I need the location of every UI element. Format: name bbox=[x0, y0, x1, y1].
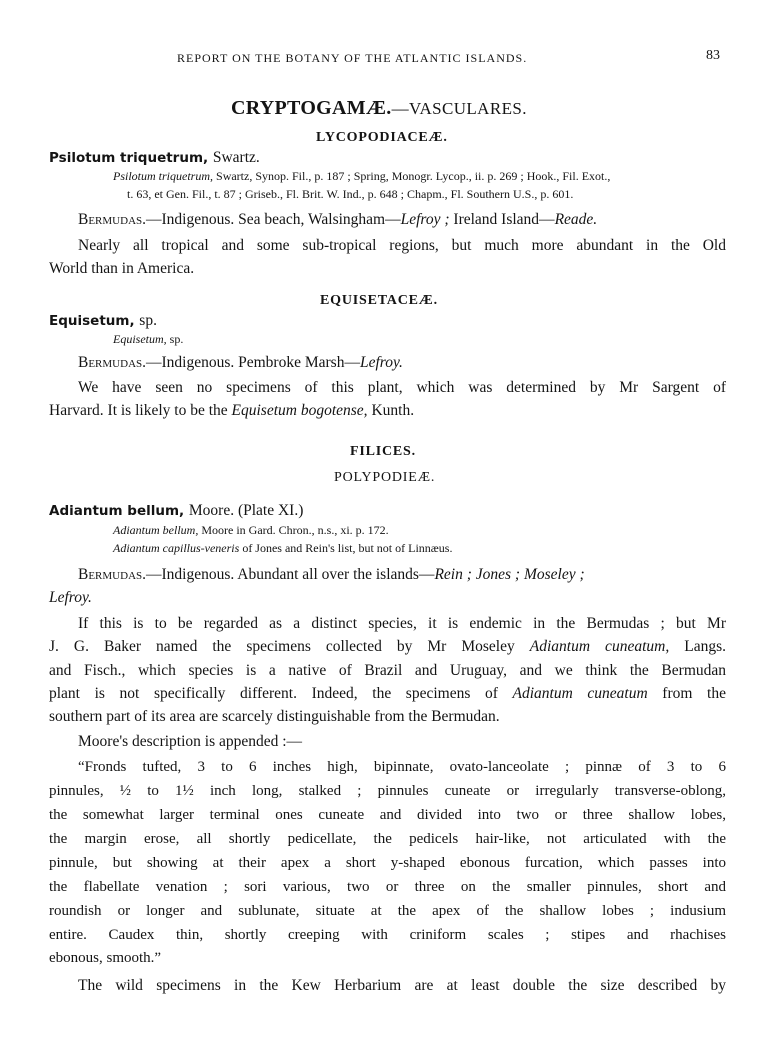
page-number: 83 bbox=[706, 48, 720, 63]
species-heading-equisetum bbox=[49, 309, 157, 333]
synonym-citation: Swartz, Synop. Fil., p. 187 ; Spring, Monogr. Lycop., ii. p. 269 ; Hook., Fil. Exot., bbox=[213, 169, 611, 183]
species-reference: Adiantum cuneatum bbox=[512, 685, 648, 702]
quotation-line: ebonous, smooth.” bbox=[49, 950, 162, 966]
paragraph-line bbox=[49, 399, 414, 423]
text-run: from the bbox=[647, 685, 726, 702]
species-name: Equisetum, bbox=[49, 313, 135, 329]
collector-name: Lefroy ; bbox=[400, 211, 450, 228]
synonymy-line bbox=[113, 540, 452, 557]
section-title bbox=[231, 96, 527, 121]
locality-label: Bermudas. bbox=[78, 211, 146, 228]
species-reference: Adiantum cuneatum, bbox=[529, 638, 670, 655]
species-reference: Equisetum bogotense, bbox=[231, 402, 368, 419]
quotation-line: entire. Caudex thin, shortly creeping with criniform scales ; stipes and rhachises bbox=[49, 927, 726, 943]
species-author: Moore. (Plate XI.) bbox=[188, 502, 304, 519]
species-author: sp. bbox=[139, 312, 157, 329]
synonymy-line bbox=[113, 522, 389, 539]
synonym-citation: Moore in Gard. Chron., n.s., xi. p. 172. bbox=[198, 523, 389, 537]
text-run: J. G. Baker named the specimens collected by Mr Moseley bbox=[49, 638, 530, 655]
section-title-main: CRYPTOGAMÆ. bbox=[231, 97, 392, 119]
paragraph-line bbox=[49, 682, 726, 706]
quotation-line: the flabellate venation ; sori various, two or three on the smaller pinnules, short and bbox=[49, 879, 726, 895]
text-run: plant is not specifically different. Indeed, the specimens of bbox=[49, 685, 513, 702]
quotation-line: roundish or longer and sublunate, situate at the apex of the shallow lobes ; indusium bbox=[49, 903, 726, 919]
paragraph-line: The wild specimens in the Kew Herbarium are at least double the size described by bbox=[78, 977, 726, 994]
section-title-sub: —VASCULARES. bbox=[391, 99, 527, 118]
synonym-name: Equisetum, bbox=[113, 332, 167, 346]
synonymy-line: t. 63, et Gen. Fil., t. 87 ; Griseb., Fl. Brit. W. Ind., p. 648 ; Chapm., Fl. Southern U.S., p. 601. bbox=[127, 187, 574, 201]
paragraph-line: and Fisch., which species is a native of Brazil and Uruguay, and we think the Bermudan bbox=[49, 662, 726, 679]
family-heading-equisetaceae: EQUISETACEÆ. bbox=[320, 293, 438, 308]
species-author: Swartz. bbox=[212, 149, 260, 166]
quotation-line: “Fronds tufted, 3 to 6 inches high, bipinnate, ovato-lanceolate ; pinnæ of 3 to 6 bbox=[78, 759, 726, 775]
locality-line bbox=[78, 208, 597, 232]
paragraph-line: World than in America. bbox=[49, 260, 195, 277]
text-run: Langs. bbox=[669, 638, 726, 655]
collector-name: Reade. bbox=[554, 211, 598, 228]
subfamily-heading-polypodieae: POLYPODIEÆ. bbox=[334, 470, 436, 485]
locality-label: Bermudas. bbox=[78, 566, 146, 583]
quotation-line: the margin erose, all shortly pedicellate, the pedicels hair-like, not articulated with the bbox=[49, 831, 726, 847]
synonym-name: Adiantum capillus-veneris bbox=[113, 541, 240, 555]
quotation-line: the somewhat larger terminal ones cuneate and divided into two or three shallow lobes, bbox=[49, 807, 726, 823]
paragraph-line: Moore's description is appended :— bbox=[78, 733, 303, 750]
synonym-citation: of Jones and Rein's list, but not of Linnæus. bbox=[239, 541, 453, 555]
collector-name: Lefroy. bbox=[49, 589, 92, 606]
species-name: Adiantum bellum, bbox=[49, 503, 185, 519]
synonymy-line bbox=[113, 168, 610, 185]
species-name: Psilotum triquetrum, bbox=[49, 150, 209, 166]
locality-text: —Indigenous. Sea beach, Walsingham— bbox=[146, 211, 401, 228]
locality-text: —Indigenous. Abundant all over the islands— bbox=[146, 566, 435, 583]
quotation-line: pinnules, ½ to 1½ inch long, stalked ; pinnules cuneate or irregularly transverse-oblong, bbox=[49, 783, 726, 799]
locality-line bbox=[78, 563, 585, 587]
collector-names: Rein ; Jones ; Moseley ; bbox=[434, 566, 585, 583]
family-heading-filices: FILICES. bbox=[350, 444, 416, 459]
locality-text: Ireland Island— bbox=[449, 211, 555, 228]
paragraph-line: We have seen no specimens of this plant, which was determined by Mr Sargent of bbox=[78, 379, 726, 396]
synonym-name: Adiantum bellum, bbox=[113, 523, 199, 537]
synonym-name: Psilotum triquetrum, bbox=[113, 169, 214, 183]
paragraph-line: Nearly all tropical and some sub-tropical regions, but much more abundant in the Old bbox=[78, 237, 726, 254]
locality-label: Bermudas. bbox=[78, 354, 146, 371]
synonym-citation: sp. bbox=[166, 332, 184, 346]
species-heading-adiantum bbox=[49, 499, 303, 523]
family-heading-lycopodiaceae: LYCOPODIACEÆ. bbox=[316, 130, 448, 145]
locality-line-continued bbox=[49, 586, 92, 610]
locality-line bbox=[78, 351, 403, 375]
running-title: REPORT ON THE BOTANY OF THE ATLANTIC ISLANDS. bbox=[177, 51, 528, 65]
text-run: Harvard. It is likely to be the bbox=[49, 402, 232, 419]
species-heading-psilotum bbox=[49, 146, 260, 170]
collector-name: Lefroy. bbox=[359, 354, 403, 371]
paragraph-line: If this is to be regarded as a distinct species, it is endemic in the Bermudas ; but Mr bbox=[78, 615, 726, 632]
locality-text: —Indigenous. Pembroke Marsh— bbox=[146, 354, 360, 371]
paragraph-line: southern part of its area are scarcely distinguishable from the Bermudan. bbox=[49, 708, 500, 725]
synonymy-line bbox=[113, 331, 183, 348]
quotation-line: pinnule, but showing at their apex a short y-shaped ebonous furcation, which passes into bbox=[49, 855, 726, 871]
paragraph-line bbox=[49, 635, 726, 659]
text-run: Kunth. bbox=[367, 402, 415, 419]
